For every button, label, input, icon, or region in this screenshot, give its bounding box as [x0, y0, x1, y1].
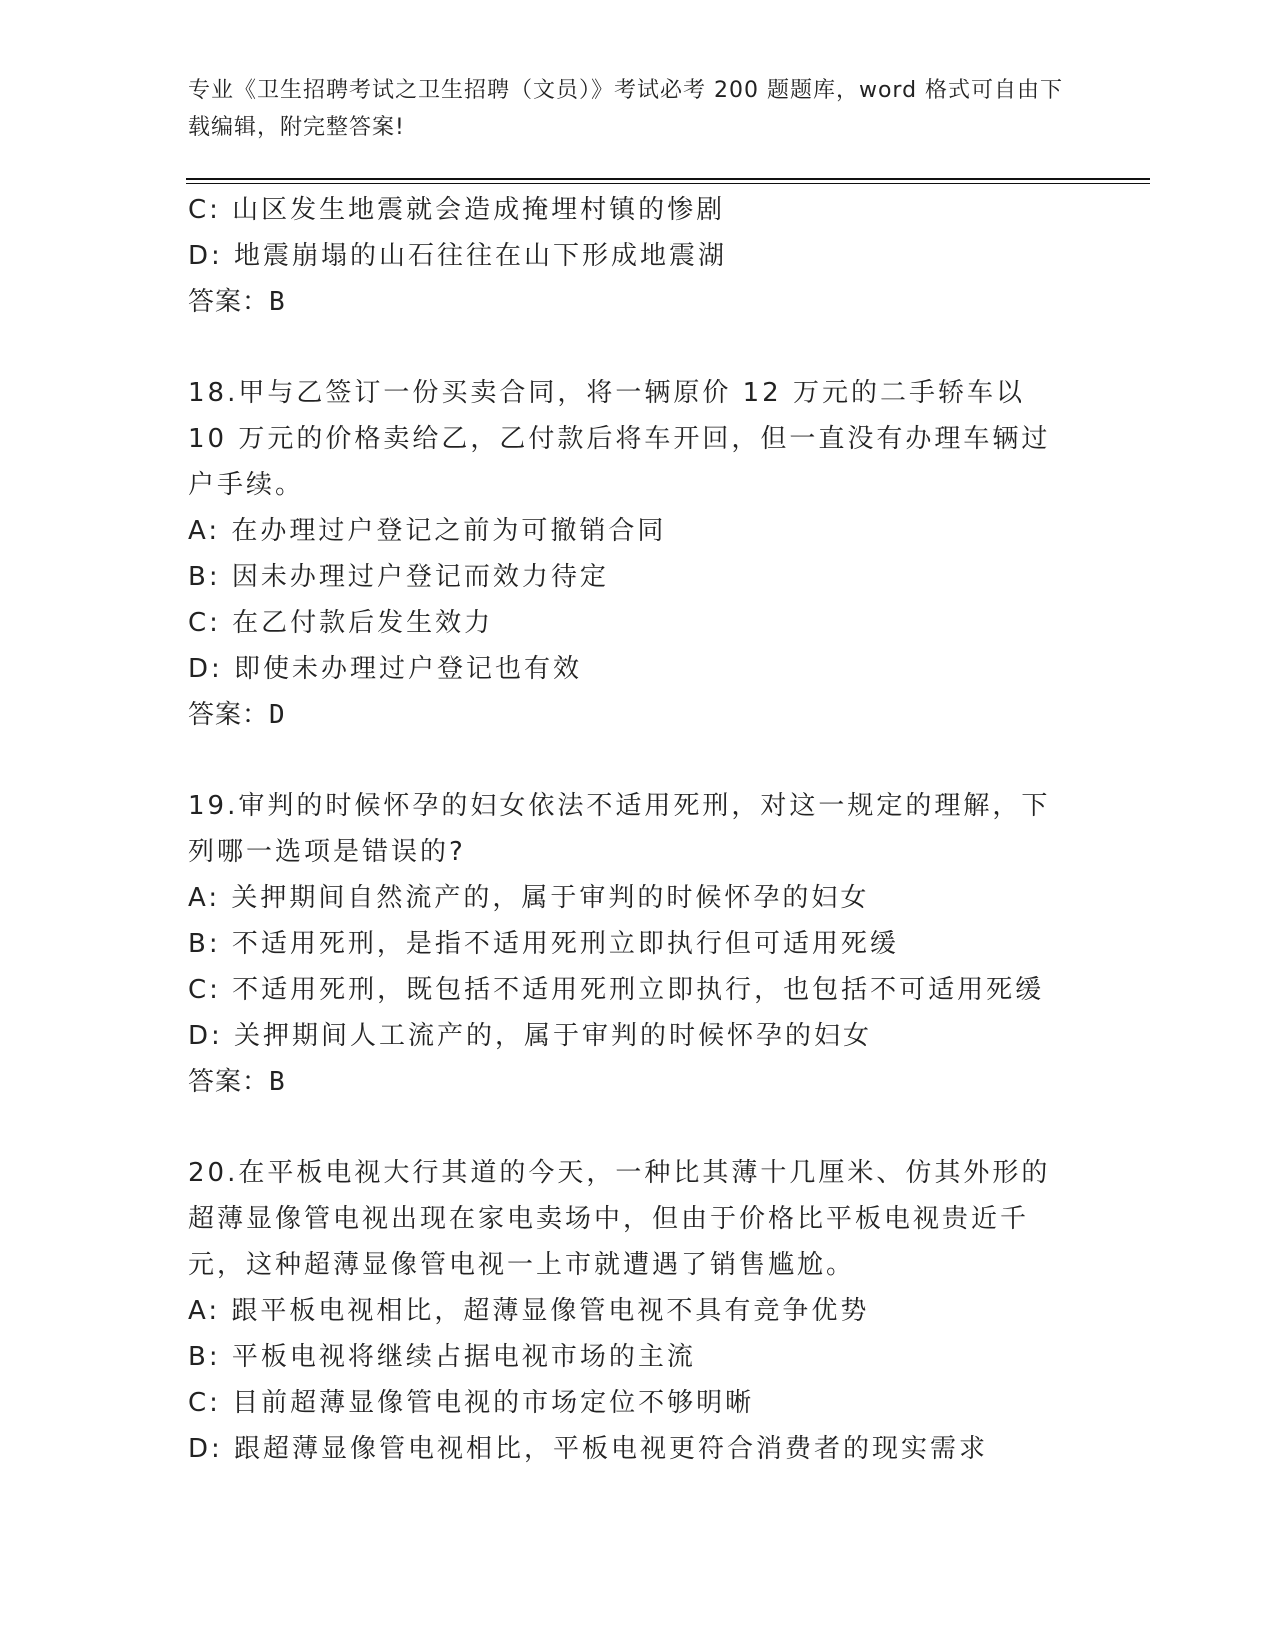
- option-a: A: 关押期间自然流产的，属于审判的时候怀孕的妇女: [188, 883, 870, 913]
- partial-question: [188, 187, 1088, 325]
- question-19: [188, 783, 1088, 1105]
- option-b: B: 因未办理过户登记而效力待定: [188, 562, 609, 592]
- option-d: D: 跟超薄显像管电视相比，平板电视更符合消费者的现实需求: [188, 1434, 989, 1464]
- question-stem: 18.甲与乙签订一份买卖合同，将一辆原价 12 万元的二手轿车以 10 万元的价格卖给乙，乙付款后将车开回，但一直没有办理车辆过户手续。: [188, 378, 1051, 500]
- option-d: D: 即使未办理过户登记也有效: [188, 654, 583, 684]
- option-a: A: 跟平板电视相比，超薄显像管电视不具有竞争优势: [188, 1296, 870, 1326]
- answer-line: 答案：B: [188, 287, 286, 317]
- option-d: D: 地震崩塌的山石往往在山下形成地震湖: [188, 241, 728, 271]
- question-stem: 20.在平板电视大行其道的今天，一种比其薄十几厘米、仿其外形的超薄显像管电视出现在家电卖场中，但由于价格比平板电视贵近千元，这种超薄显像管电视一上市就遭遇了销售尴尬。: [188, 1158, 1051, 1280]
- option-a: A: 在办理过户登记之前为可撤销合同: [188, 516, 667, 546]
- option-b: B: 不适用死刑，是指不适用死刑立即执行但可适用死缓: [188, 929, 899, 959]
- header-rule-thin: [186, 183, 1150, 184]
- answer-line: 答案：D: [188, 700, 286, 730]
- option-b: B: 平板电视将继续占据电视市场的主流: [188, 1342, 696, 1372]
- option-c: C: 山区发生地震就会造成掩埋村镇的惨剧: [188, 195, 726, 225]
- question-20: [188, 1150, 1088, 1472]
- document-header: 专业《卫生招聘考试之卫生招聘（文员）》考试必考 200 题题库，word 格式可自由下载编辑，附完整答案!: [188, 78, 1064, 140]
- question-18: [188, 370, 1088, 738]
- option-c: C: 不适用死刑，既包括不适用死刑立即执行，也包括不可适用死缓: [188, 975, 1045, 1005]
- header-rule-thick: [186, 178, 1150, 180]
- question-stem: 19.审判的时候怀孕的妇女依法不适用死刑，对这一规定的理解，下列哪一选项是错误的?: [188, 791, 1051, 867]
- document-body: [188, 187, 1088, 1472]
- option-d: D: 关押期间人工流产的，属于审判的时候怀孕的妇女: [188, 1021, 873, 1051]
- option-c: C: 目前超薄显像管电视的市场定位不够明晰: [188, 1388, 755, 1418]
- answer-line: 答案：B: [188, 1067, 286, 1097]
- option-c: C: 在乙付款后发生效力: [188, 608, 494, 638]
